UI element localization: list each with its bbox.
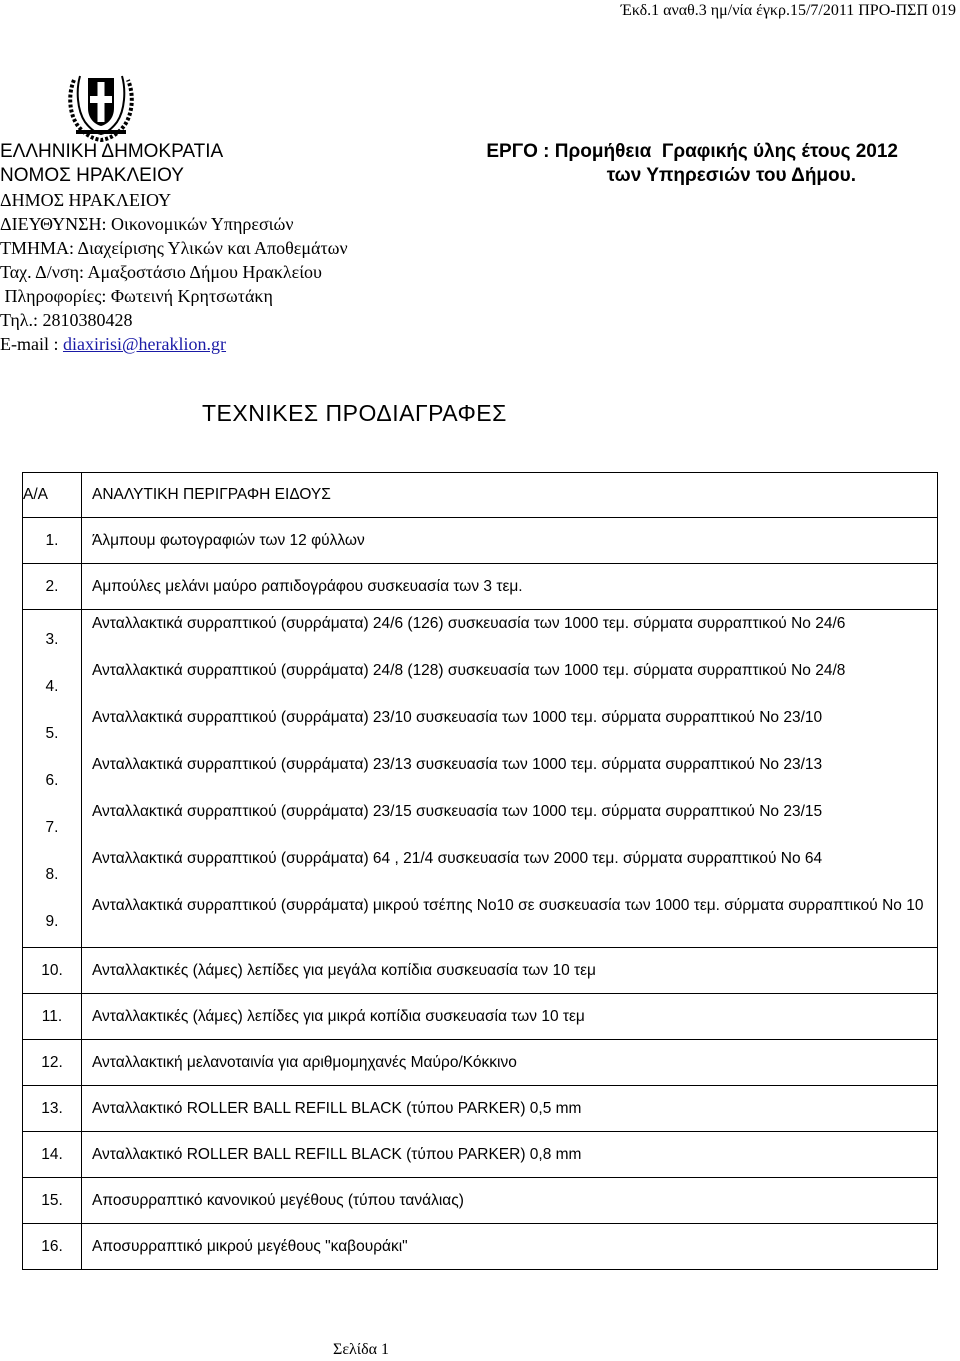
item-number: 1. (23, 518, 82, 564)
email-link[interactable]: diaxirisi@heraklion.gr (62, 334, 227, 354)
item-number: 8. (45, 866, 59, 883)
item-description: Ανταλλακτικά συρραπτικού (συρράματα) 64 , 21/4 συσκευασία των 2000 τεμ. σύρματα συρραπτικού Νο 64 (92, 850, 823, 867)
prefecture-name: ΝΟΜΟΣ ΗΡΑΚΛΕΙΟΥ (0, 165, 184, 186)
phone-number: Τηλ.: 2810380428 (0, 310, 133, 330)
table-row (23, 518, 938, 564)
item-description: Ανταλλακτικές (λάμες) λεπίδες για μικρά κοπίδια συσκευασία των 10 τεμ (82, 994, 938, 1040)
item-description: Ανταλλακτικά συρραπτικού (συρράματα) 23/15 συσκευασία των 1000 τεμ. σύρματα συρραπτικού Νο 23/15 (92, 803, 823, 820)
item-description-stack (82, 610, 938, 948)
table-row (23, 948, 938, 994)
table-row (23, 1224, 938, 1270)
table-row (23, 1040, 938, 1086)
project-subtitle: των Υπηρεσιών του Δήμου. (606, 165, 856, 186)
item-description: Ανταλλακτική μελανοταινία για αριθμομηχανές Μαύρο/Κόκκινο (82, 1040, 938, 1086)
municipality-name: ΔΗΜΟΣ ΗΡΑΚΛΕΙΟΥ (0, 190, 172, 210)
item-description: Άλμπουμ φωτογραφιών των 12 φύλλων (82, 518, 938, 564)
issuer-block (0, 140, 440, 356)
column-header-description: ΑΝΑΛΥΤΙΚΗ ΠΕΡΙΓΡΑΦΗ ΕΙΔΟΥΣ (82, 473, 938, 518)
project-block (486, 140, 898, 188)
republic-name: ΕΛΛΗΝΙΚΗ ΔΗΜΟΚΡΑΤΙΑ (0, 141, 224, 162)
item-number-stack (23, 610, 82, 948)
item-number: 16. (23, 1224, 82, 1270)
department: ΤΜΗΜΑ: Διαχείρισης Υλικών και Αποθεμάτων (0, 238, 348, 258)
item-description: Ανταλλακτικό ROLLER BALL REFILL BLACK (τύπου PARKER) 0,8 mm (82, 1132, 938, 1178)
hellenic-republic-emblem-icon (66, 68, 136, 142)
item-description: Αμπούλες μελάνι μαύρο ραπιδογράφου συσκευασία των 3 τεμ. (82, 564, 938, 610)
page-number: Σελίδα 1 (333, 1341, 390, 1358)
email-line (0, 332, 440, 356)
item-description: Ανταλλακτικά συρραπτικού (συρράματα) 23/13 συσκευασία των 1000 τεμ. σύρματα συρραπτικού Νο 23/13 (92, 756, 823, 773)
table-row (23, 564, 938, 610)
directorate: ΔΙΕΥΘΥΝΣΗ: Οικονομικών Υπηρεσιών (0, 214, 294, 234)
project-title: ΕΡΓΟ : Προμήθεια Γραφικής ύλης έτους 2012 (486, 141, 898, 162)
item-number: 4. (45, 678, 59, 695)
table-row (23, 1178, 938, 1224)
table-row (23, 994, 938, 1040)
item-description: Ανταλλακτικά συρραπτικού (συρράματα) μικρού τσέπης Νο10 σε συσκευασία των 1000 τεμ. σύρματα συρραπτικού Νο 10 (92, 897, 924, 914)
document-title: ΤΕΧΝΙΚΕΣ ΠΡΟΔΙΑΓΡΑΦΕΣ (202, 400, 507, 426)
item-description: Αποσυρραπτικό κανονικού μεγέθους (τύπου τανάλιας) (82, 1178, 938, 1224)
postal-address: Ταχ. Δ/νση: Αμαξοστάσιο Δήμου Ηρακλείου (0, 262, 322, 282)
table-row (23, 1086, 938, 1132)
item-description: Ανταλλακτικό ROLLER BALL REFILL BLACK (τύπου PARKER) 0,5 mm (82, 1086, 938, 1132)
contact-person: Πληροφορίες: Φωτεινή Κρητσωτάκη (0, 286, 273, 306)
item-description: Αποσυρραπτικό μικρού μεγέθους "καβουράκι" (82, 1224, 938, 1270)
item-number: 6. (45, 772, 59, 789)
email-label: E-mail : (0, 334, 63, 354)
item-number: 7. (45, 819, 59, 836)
item-number: 9. (45, 913, 59, 930)
item-number: 14. (23, 1132, 82, 1178)
table-header-row (23, 473, 938, 518)
table-row (23, 1132, 938, 1178)
item-number: 11. (23, 994, 82, 1040)
item-number: 3. (45, 631, 59, 648)
table-row-group (23, 610, 938, 948)
item-number: 12. (23, 1040, 82, 1086)
item-number: 2. (23, 564, 82, 610)
item-number: 15. (23, 1178, 82, 1224)
item-description: Ανταλλακτικά συρραπτικού (συρράματα) 24/8 (128) συσκευασία των 1000 τεμ. σύρματα συρραπτικού Νο 24/8 (92, 662, 846, 679)
item-description: Ανταλλακτικά συρραπτικού (συρράματα) 24/6 (126) συσκευασία των 1000 τεμ. σύρματα συρραπτικού Νο 24/6 (92, 615, 846, 632)
item-description: Ανταλλακτικά συρραπτικού (συρράματα) 23/10 συσκευασία των 1000 τεμ. σύρματα συρραπτικού Νο 23/10 (92, 709, 823, 726)
item-number: 13. (23, 1086, 82, 1132)
item-description: Ανταλλακτικές (λάμες) λεπίδες για μεγάλα κοπίδια συσκευασία των 10 τεμ (82, 948, 938, 994)
item-number: 10. (23, 948, 82, 994)
column-header-number: Α/Α (23, 473, 82, 518)
document-reference: Έκδ.1 αναθ.3 ημ/νία έγκρ.15/7/2011 ΠΡΟ-ΠΣΠ 019 (620, 2, 956, 19)
specifications-table (22, 472, 938, 1270)
item-number: 5. (45, 725, 59, 742)
